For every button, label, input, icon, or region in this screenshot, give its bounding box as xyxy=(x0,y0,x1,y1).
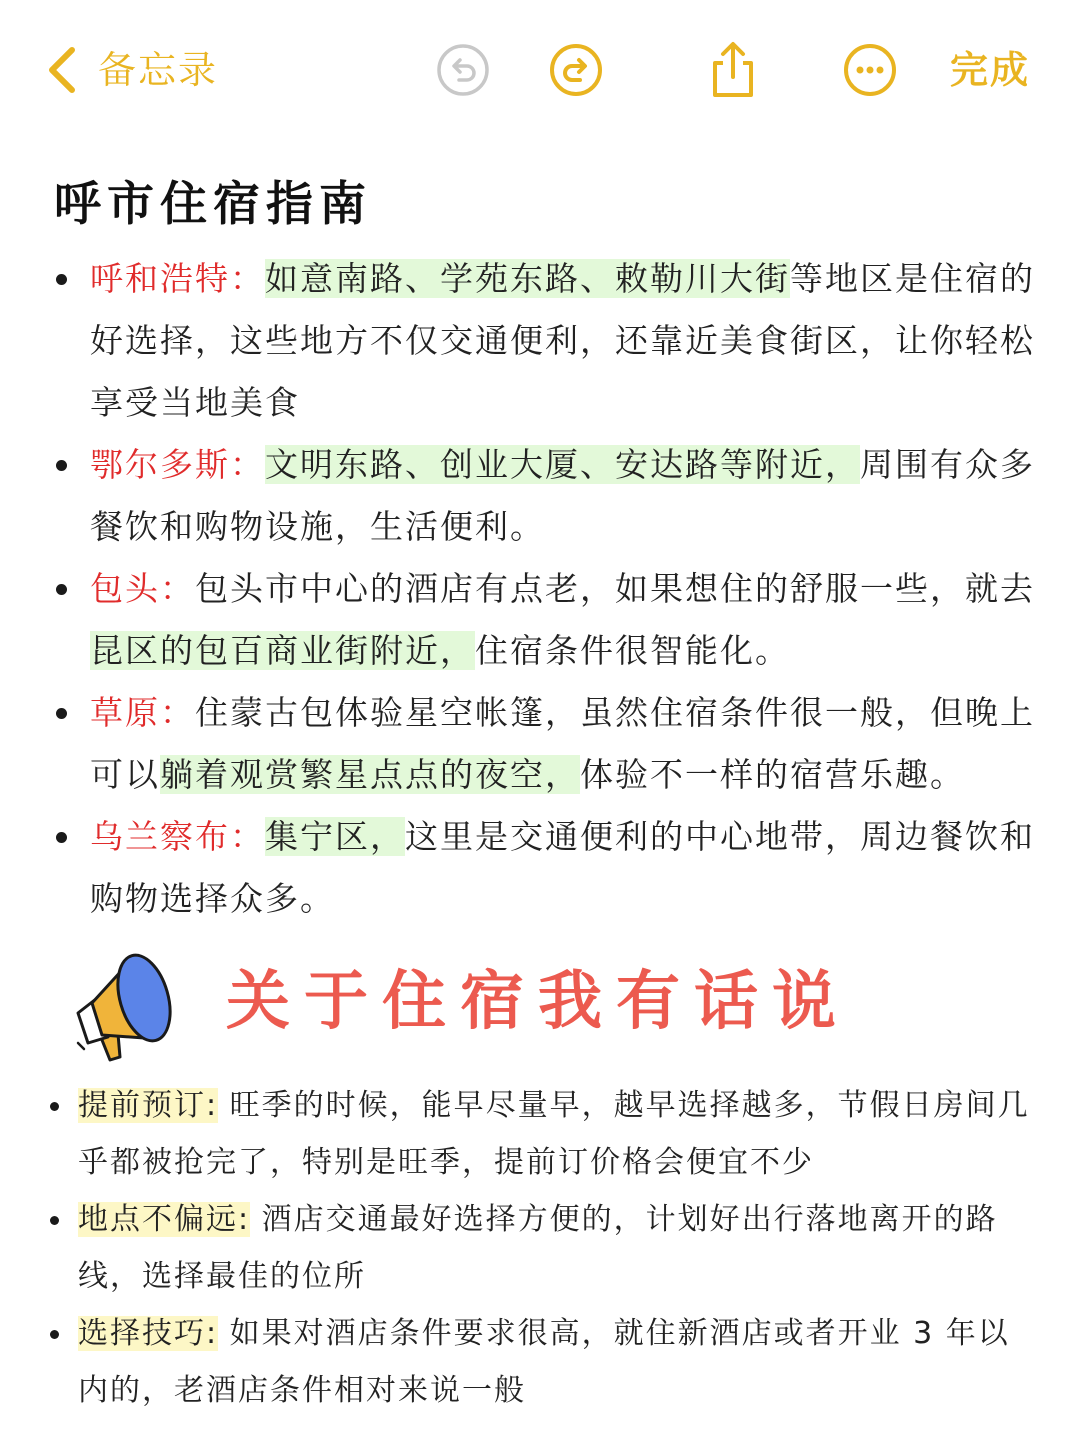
highlighted-text: 昆区的包百商业街附近， xyxy=(90,631,475,670)
list-item-grassland xyxy=(0,682,1080,806)
city-label: 鄂尔多斯： xyxy=(90,445,265,484)
undo-button[interactable] xyxy=(433,40,493,100)
body-text: 如果对酒店条件要求很高，就住新酒店或者开业 3 年以内的，老酒店条件相对来说一般 xyxy=(78,1316,1010,1408)
body-text: 等地区是住宿的好选择，这些地方不仅交通便利，还靠近美食街区，让你轻松享受当地美食 xyxy=(90,259,1035,422)
body-text: 旺季的时候，能早尽量早，越早选择越多，节假日房间几乎都被抢完了，特别是旺季，提前订价格会便宜不少 xyxy=(78,1088,1030,1180)
done-button[interactable]: 完成 xyxy=(949,48,1030,92)
tips-list xyxy=(0,1077,1080,1419)
city-label: 呼和浩特： xyxy=(90,259,265,298)
highlighted-text: 集宁区， xyxy=(265,817,405,856)
body-text: 住宿条件很智能化。 xyxy=(475,631,790,670)
body-text: 包头市中心的酒店有点老，如果想住的舒服一些，就去 xyxy=(195,569,1035,608)
redo-icon xyxy=(548,42,604,98)
highlighted-text: 文明东路、创业大厦、安达路等附近， xyxy=(265,445,860,484)
list-item-location xyxy=(0,1191,1080,1305)
list-item-ordos xyxy=(0,434,1080,558)
back-label: 备忘录 xyxy=(98,48,219,92)
tip-label: 提前预订: xyxy=(78,1088,219,1123)
more-button[interactable] xyxy=(840,40,900,100)
chevron-left-icon xyxy=(44,45,78,95)
list-item-selection-tips xyxy=(0,1305,1080,1419)
undo-icon xyxy=(435,42,491,98)
city-label: 包头： xyxy=(90,569,195,608)
body-text: 住蒙古包体验星空帐篷，虽然住宿条件很一般，但晚上可以 xyxy=(90,693,1035,794)
tip-label: 选择技巧: xyxy=(78,1316,219,1351)
banner-title: 关于住宿我有话说 xyxy=(226,964,850,1039)
notes-toolbar xyxy=(0,0,1080,140)
share-icon xyxy=(705,39,761,101)
body-text: 酒店交通最好选择方便的，计划好出行落地离开的路线，选择最佳的位所 xyxy=(78,1202,998,1294)
section-banner xyxy=(0,935,1080,1075)
city-label: 乌兰察布： xyxy=(90,817,265,856)
highlighted-text: 如意南路、学苑东路、敕勒川大街 xyxy=(265,259,790,298)
megaphone-icon xyxy=(72,943,182,1072)
list-item-hohhot xyxy=(0,248,1080,434)
body-text: 体验不一样的宿营乐趣。 xyxy=(580,755,965,794)
body-text: 周围有众多餐饮和购物设施，生活便利。 xyxy=(90,445,1035,546)
tip-label: 地点不偏远: xyxy=(78,1202,251,1237)
list-item-baotou xyxy=(0,558,1080,682)
city-label: 草原： xyxy=(90,693,195,732)
share-button[interactable] xyxy=(703,40,763,100)
list-item-ulanqab xyxy=(0,806,1080,930)
body-text: 这里是交通便利的中心地带，周边餐饮和购物选择众多。 xyxy=(90,817,1035,918)
redo-button[interactable] xyxy=(546,40,606,100)
list-item-book-early xyxy=(0,1077,1080,1191)
back-button[interactable] xyxy=(44,40,218,100)
note-title: 呼市住宿指南 xyxy=(54,177,372,232)
city-list xyxy=(0,248,1080,930)
highlighted-text: 躺着观赏繁星点点的夜空， xyxy=(160,755,580,794)
more-icon xyxy=(842,42,898,98)
